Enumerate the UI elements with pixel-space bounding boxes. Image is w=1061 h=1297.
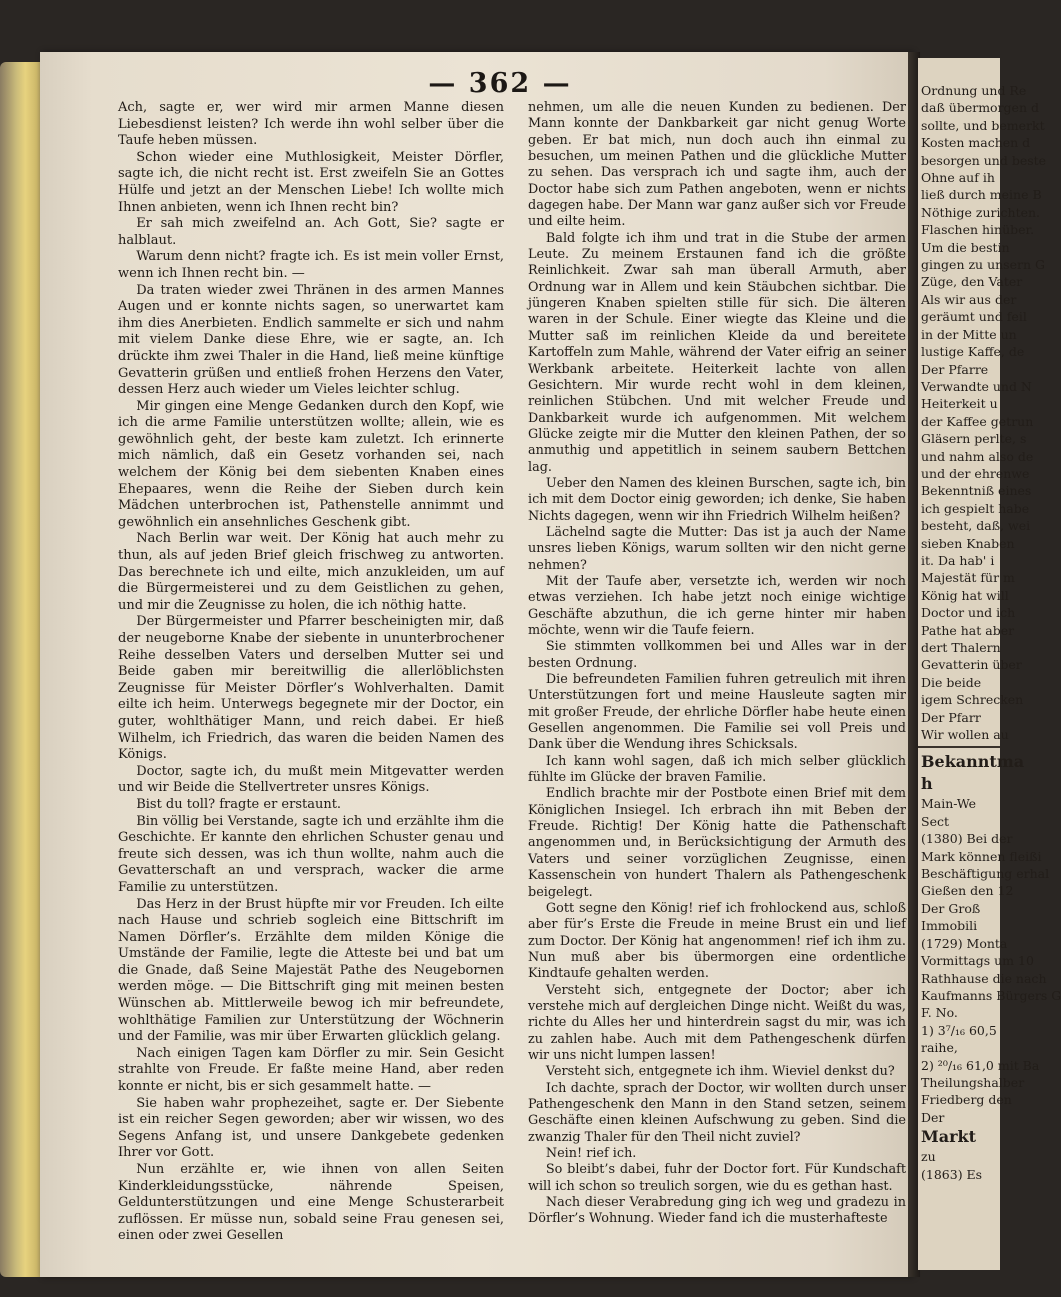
adjacent-page-line: lustige Kaffe, de [921, 344, 1025, 360]
adjacent-page-line: (1380) Bei der [921, 831, 1013, 847]
adjacent-page-heading: Bekanntma [921, 752, 1025, 772]
adjacent-page-line: Die beide [921, 674, 982, 690]
paragraph: Warum denn nicht? fragte ich. Es ist mein voller Ernst, wenn ich Ihnen recht bin. — [118, 249, 504, 281]
paragraph: Gott segne den König! rief ich frohlockend aus, schloß aber für’s Erste die Freude in meine Brust ein und lief zum Doctor. Der König hat angenommen! rief ich ihm zu. Nun muß aber bis übermorgen eine ordentliche Kindtaufe gehalten werden. [528, 900, 906, 982]
adjacent-page-line: Vormittags um 10 [921, 953, 1034, 969]
adjacent-page-line: Ohne auf ih [921, 170, 995, 186]
adjacent-page-line: sollte, und bemerkt [921, 117, 1045, 133]
adjacent-page-line: Bekenntniß eines [921, 483, 1032, 499]
adjacent-page-line: Um die bestin [921, 239, 1010, 255]
adjacent-page-line: Sect [921, 813, 949, 829]
adjacent-page-line: gingen zu unsern G [921, 257, 1045, 273]
adjacent-page-line: raihe, [921, 1040, 958, 1056]
adjacent-page-line: der Kaffee getrun [921, 413, 1034, 429]
adjacent-page-line: in der Mitte un [921, 326, 1017, 342]
section-rule [918, 746, 1000, 748]
adjacent-page-line: F. No. [921, 1005, 958, 1021]
adjacent-page-line: geräumt und feil [921, 309, 1027, 325]
adjacent-page-line: Majestät für m [921, 570, 1015, 586]
adjacent-page-line: 2) ²⁰/₁₆ 61,0 mit Ba [921, 1057, 1040, 1073]
adjacent-page-line: Gläsern perlte, s [921, 431, 1027, 447]
paragraph: Nach Berlin war weit. Der König hat auch mehr zu thun, als auf jeden Brief gleich frischweg zu antworten. Das berechnete ich und eilte, mich anzukleiden, um auf die Bürgermeisterei und zu dem Geistlichen zu gehen, und mir die Zeugnisse zu holen, die ich nöthig hatte. [118, 531, 504, 613]
adjacent-page-line: Immobili [921, 918, 978, 934]
paragraph: Bin völlig bei Verstande, sagte ich und erzählte ihm die Geschichte. Er kannte den ehrlichen Schuster genau und freute sich dessen, was ich thun wollte, nahm auch die Gevatterschaft an und versprach, wacker die arme Familie zu unterstützen. [118, 813, 504, 895]
adjacent-page-heading: h [921, 774, 933, 794]
adjacent-page-line: Gevatterin über [921, 657, 1022, 673]
adjacent-page [918, 58, 1061, 1270]
adjacent-page-line: Beschäftigung erhal [921, 866, 1050, 882]
adjacent-page-line: Pathe hat aber [921, 622, 1015, 638]
paragraph: Nach einigen Tagen kam Dörfler zu mir. Sein Gesicht strahlte von Freude. Er faßte meine Hand, aber reden konnte er nicht, bis er sich gesammelt hatte. — [118, 1045, 504, 1095]
left-text-column [118, 100, 504, 1245]
paragraph: Er sah mich zweifelnd an. Ach Gott, Sie? sagte er halblaut. [118, 216, 504, 248]
adjacent-page-line: Der Groß [921, 900, 981, 916]
adjacent-page-line: König hat will [921, 587, 1009, 603]
paragraph: Versteht sich, entgegnete ich ihm. Wieviel denkst du? [545, 1064, 895, 1080]
adjacent-page-line: ließ durch meine B [921, 187, 1042, 203]
adjacent-page-line: Gießen den 12 [921, 883, 1014, 899]
adjacent-page-line: Der Pfarr [921, 709, 981, 725]
adjacent-page-line: Der [921, 1109, 945, 1125]
adjacent-page-line: igem Schrecken [921, 692, 1024, 708]
paragraph: Der Bürgermeister und Pfarrer bescheinigten mir, daß der neugeborne Knabe der siebente in ununterbrochener Reihe desselben Vaters und derselben Mutter sei und Beide gaben mir bereitwillig die allerlöblichsten Zeugnisse für Meister Dörfler’s Wohlverhalten. Damit eilte ich heim. Unterwegs begegnete mir der Doctor, ein guter, wohlthätiger Mann, und reich dabei. Er hieß Wilhelm, ich Friedrich, das waren die beiden Namen des Königs. [118, 614, 504, 763]
adjacent-page-line: Züge, den Vater [921, 274, 1023, 290]
adjacent-page-text [918, 82, 1061, 1183]
paragraph: Die befreundeten Familien fuhren getreulich mit ihren Unterstützungen fort und meine Hausleute sagten mir mit großer Freude, der ehrliche Dörfler habe heute einen Gesellen angenommen. Die Familie sei voll Preis und Dank über die Wendung ihres Schicksals. [528, 672, 906, 753]
paragraph: Nein! rief ich. [545, 1146, 637, 1161]
adjacent-page-line: Der Pfarre [921, 361, 989, 377]
paragraph: Sie stimmten vollkommen bei und Alles war in der besten Ordnung. [528, 639, 906, 671]
adjacent-page-line: (1729) Monta [921, 935, 1008, 951]
paragraph: Ich dachte, sprach der Doctor, wir wollten durch unser Pathengeschenk den Mann in den Stand setzen, seinem Geschäfte einen kleinen Aufschwung zu geben. Sind die zwanzig Thaler für den Theil nicht zuviel? [528, 1080, 906, 1145]
paragraph: Ach, sagte er, wer wird mir armen Manne diesen Liebesdienst leisten? Ich werde ihn wohl selber über die Taufe heben müssen. [118, 100, 504, 149]
adjacent-page-line: ich gespielt habe [921, 500, 1030, 516]
adjacent-page-line: dert Thalern [921, 640, 1001, 655]
adjacent-page-line: it. Da hab' i [921, 552, 995, 568]
paragraph: Bald folgte ich ihm und trat in die Stube der armen Leute. Zu meinem Erstaunen fand ich die größte Reinlichkeit. Zwar sah man überall Armuth, aber Ordnung war in Allem und kein Stäubchen sichtbar. Die jüngeren Knaben spielten stille für sich. Die älteren waren in der Schule. Einer wiegte das Kleine und die Mutter saß im reinlichen Kleide da und bereitete Kartoffeln zum Mahle, während der Vater eifrig an seiner Werkbank arbeitete. Heiterkeit lachte von allen Gesichtern. Mir wurde recht wohl in dem kleinen, reinlichen Stübchen. Und mit welcher Freude und Dankbarkeit wurde ich aufgenommen. Mit welchem Glücke zeigte mir die Mutter den kleinen Pathen, der so anmuthig und appetitlich in seinem saubern Bettchen lag. [528, 230, 906, 475]
paragraph: Nach dieser Verabredung ging ich weg und gradezu in Dörfler’s Wohnung. Wieder fand ich die musterhafteste [528, 1195, 906, 1227]
paragraph: Bist du toll? fragte er erstaunt. [136, 796, 342, 812]
adjacent-page-line: zu [921, 1149, 936, 1165]
adjacent-page-line: Als wir aus der [921, 291, 1017, 307]
adjacent-page-line: Ordnung und Re [921, 83, 1027, 98]
adjacent-page-line: Nöthige zurichten. [921, 204, 1041, 220]
paragraph: Endlich brachte mir der Postbote einen Brief mit dem Königlichen Insiegel. Ich erbrach ihn mit Beben der Freude. Richtig! Der König hatte die Pathenschaft angenommen und, in Berücksichtigung der Armuth des Vaters und seiner vorzüglichen Zeugnisse, einen Kassenschein von hundert Thalern als Pathengeschenk beigelegt. [528, 786, 906, 900]
adjacent-page-line: Doctor und ich [921, 605, 1016, 621]
adjacent-page-line: besorgen und beste [921, 152, 1047, 168]
paragraph: Das Herz in der Brust hüpfte mir vor Freuden. Ich eilte nach Hause und schrieb sogleich eine Bittschrift im Namen Dörfler’s. Erzählte dem milden Könige die Umstände der Familie, legte die Atteste bei und bat um die Gnade, daß Seine Majestät Pathe des Neugebornen werden möge. — Die Bittschrift ging mit meinen besten Wünschen ab. Mittlerweile bewog ich mir befreundete, wohlthätige Familien zur Unterstützung der Wöchnerin und der Familie, was mir über Erwarten glücklich gelang. [118, 896, 504, 1045]
paragraph: Mir gingen eine Menge Gedanken durch den Kopf, wie ich die arme Familie unterstützen wollte; allein, wie es gewöhnlich geht, der beste kam zuletzt. Ich erinnerte mich nämlich, daß ein Gesetz vorhanden sei, nach welchem der König bei dem siebenten Knaben eines Ehepaares, wenn die Reihe der Sieben durch kein Mädchen unterbrochen ist, Pathenstelle annimmt und gewöhnlich ein ansehnliches Geschenk gibt. [118, 398, 504, 530]
paragraph: Da traten wieder zwei Thränen in des armen Mannes Augen und er konnte nichts sagen, so unerwartet kam ihm dies Anerbieten. Endlich sammelte er sich und nahm mit vielem Danke diese Ehre, wie er sagte, an. Ich drückte ihm zwei Thaler in die Hand, ließ meine künftige Gevatterin grüßen und entließ frohen Herzens den Vater, dessen Herz auch wieder um Vieles leichter schlug. [118, 282, 504, 398]
paragraph: Nun erzählte er, wie ihnen von allen Seiten Kinderkleidungsstücke, nährende Speisen, Geldunterstützungen und eine Menge Schusterarbeit zuflössen. Er müsse nun, sobald seine Frau genesen sei, einen oder zwei Gesellen [118, 1162, 504, 1244]
paragraph: nehmen, um alle die neuen Kunden zu bedienen. Der Mann konnte der Dankbarkeit gar nicht genug Worte geben. Er bat mich, nun doch auch ihn einmal zu besuchen, um meinen Pathen und die glückliche Mutter zu sehen. Das versprach ich und sagte ihm, auch der Doctor habe sich zum Pathen angeboten, wenn er nichts dagegen habe. Der Mann war ganz außer sich vor Freude und eilte heim. [528, 100, 906, 230]
paragraph: Mit der Taufe aber, versetzte ich, werden wir noch etwas verziehen. Ich habe jetzt noch einige wichtige Geschäfte abzuthun, die ich gerne hinter mir haben möchte, wenn wir die Taufe feiern. [528, 573, 906, 638]
paragraph: Sie haben wahr prophezeihet, sagte er. Der Siebente ist ein reicher Segen geworden; aber wir wissen, wo des Segens Anfang ist, und unsere Dankgebete gedenken Ihrer vor Gott. [118, 1095, 504, 1161]
paragraph: Lächelnd sagte die Mutter: Das ist ja auch der Name unsres lieben Königs, warum sollten wir den nicht gerne nehmen? [528, 524, 906, 573]
adjacent-page-line: Main-We [921, 796, 977, 812]
adjacent-page-line: Heiterkeit u [921, 396, 998, 412]
adjacent-page-line: Friedberg den [921, 1092, 1012, 1108]
adjacent-page-line: und nahm also de [921, 448, 1034, 464]
paragraph: Ueber den Namen des kleinen Burschen, sagte ich, bin ich mit dem Doctor einig geworden; ich denke, Sie haben Nichts dagegen, wenn wir ihn Friedrich Wilhelm heißen? [528, 475, 906, 524]
adjacent-page-line: Rathhause die nach [921, 970, 1047, 986]
page-number: — 362 — [428, 68, 572, 99]
paragraph: Versteht sich, entgegnete der Doctor; aber ich verstehe mich auf dergleichen Dinge nicht. Weißt du was, richte du Alles her und hinterdrein sagst du mir, was ich zu zahlen habe. Auch mit dem Pathengeschenk dürfen wir uns nicht lumpen lassen! [528, 982, 906, 1063]
adjacent-page-line: Kosten machen d [921, 135, 1031, 151]
adjacent-page-line: Mark können fleißi [921, 848, 1042, 864]
paragraph: Ich kann wohl sagen, daß ich mich selber glücklich fühlte im Glücke der braven Familie. [528, 753, 906, 786]
adjacent-page-line: daß übermorgen d [921, 100, 1039, 116]
right-text-column [528, 100, 906, 1228]
adjacent-page-line: (1863) Es [921, 1166, 983, 1182]
paragraph: Doctor, sagte ich, du mußt mein Mitgevatter werden und wir Beide die Stellvertreter unsres Königs. [118, 763, 504, 796]
adjacent-page-line: 1) 3⁷/₁₆ 60,5 [921, 1022, 997, 1038]
adjacent-page-heading: Markt [921, 1127, 976, 1147]
paragraph: So bleibt’s dabei, fuhr der Doctor fort. Für Kundschaft will ich schon so treulich sorgen, wie du es gethan hast. [528, 1162, 906, 1194]
adjacent-page-line: Kaufmanns Bürgers G [921, 987, 1061, 1003]
adjacent-page-line: und der ehrenwe [921, 465, 1030, 481]
adjacent-page-line: sieben Knaben [921, 535, 1015, 551]
adjacent-page-line: Flaschen hinüber. [921, 222, 1035, 238]
adjacent-page-line: besteht, daß, wei [921, 518, 1031, 534]
adjacent-page-line: Theilungshalber [921, 1074, 1025, 1090]
adjacent-page-line: Verwandte und N [921, 378, 1032, 394]
adjacent-page-line: Wir wollen au [921, 727, 1009, 743]
paragraph: Schon wieder eine Muthlosigkeit, Meister Dörfler, sagte ich, die nicht recht ist. Erst zweifeln Sie an Gottes Hülfe und jetzt an der Menschen Liebe! Ich wollte mich Ihnen anbieten, wenn ich Ihnen recht bin? [118, 149, 504, 215]
